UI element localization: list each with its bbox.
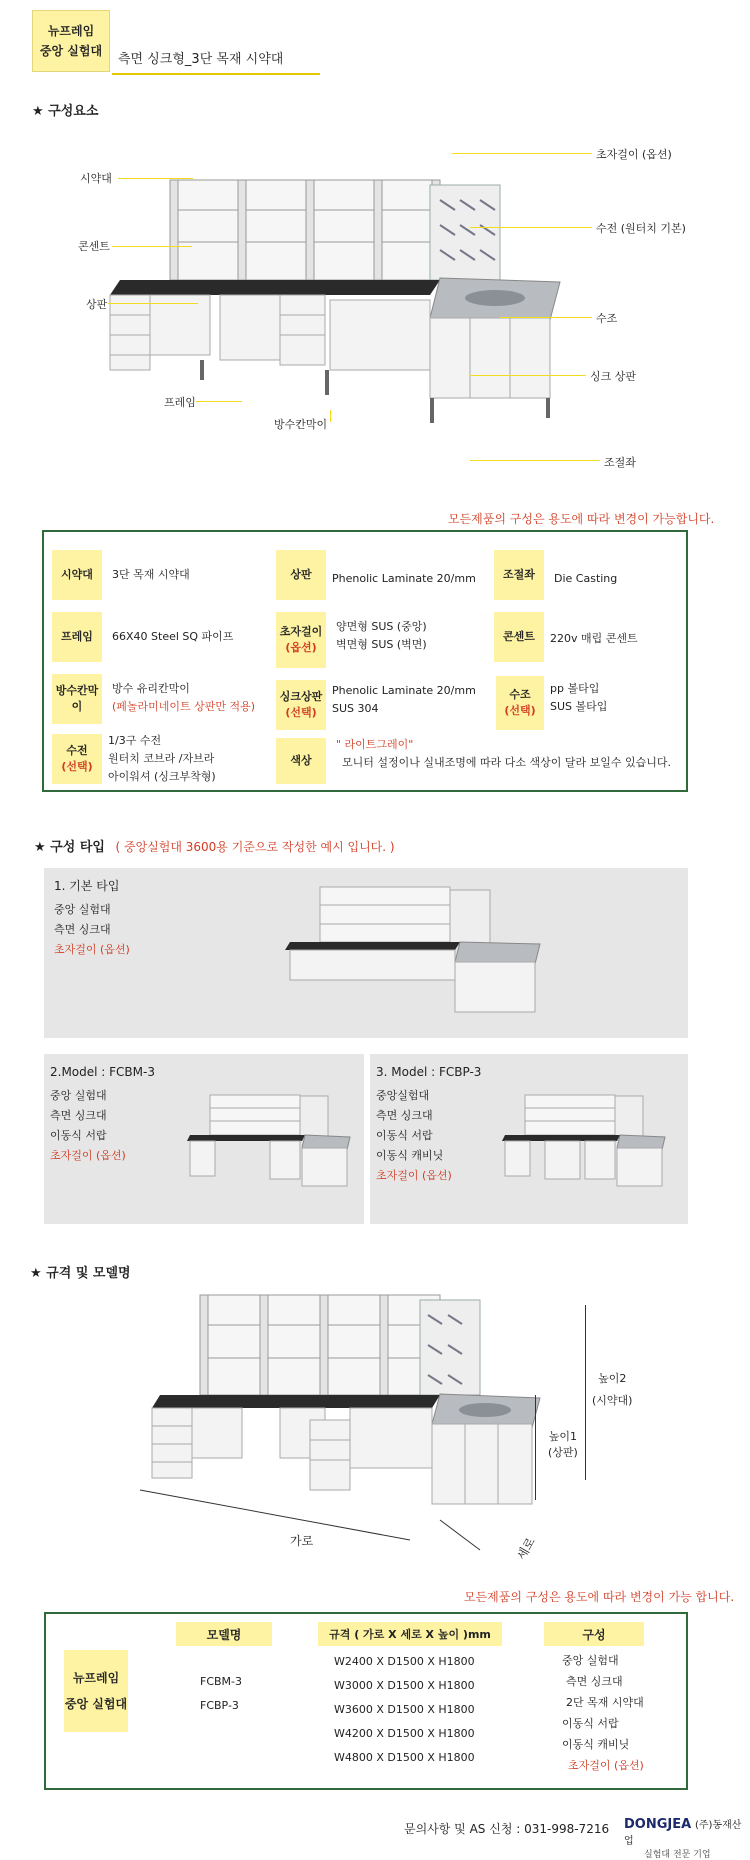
config-header: 구성 <box>544 1622 644 1646</box>
components-note: 모든제품의 구성은 용도에 따라 변경이 가능합니다. <box>448 512 715 526</box>
type-panel-fcbm-text: 2.Model : FCBM-3 중앙 실험대 측면 싱크대 이동식 서랍 초자걸이 (옵션) <box>50 1065 155 1162</box>
callout-line <box>470 460 600 461</box>
spec-value-reagent-shelf: 3단 목재 시약대 <box>112 568 190 581</box>
model-list: FCBM-3 FCBP-3 <box>200 1675 243 1712</box>
type-panel-basic-text: 1. 기본 타입 중앙 실험대 측면 싱크대 초자걸이 (옵션) <box>54 879 130 956</box>
callout-frame: 프레임 <box>164 396 196 409</box>
callout-drying-rack: 초자걸이 (옵션) <box>596 148 672 161</box>
models-title: ★ 규격 및 모델명 <box>30 1266 131 1281</box>
callout-line <box>470 227 592 228</box>
callout-line <box>196 401 242 402</box>
callout-line <box>500 317 592 318</box>
spec-label-color: 색상 <box>276 738 326 784</box>
spec-label-splash-guard: 방수칸막이 <box>52 674 102 724</box>
type-basic-drawing <box>290 882 550 1022</box>
spec-label-faucet: 수전 (선택) <box>52 734 102 784</box>
spec-label-reagent-shelf: 시약대 <box>52 550 102 600</box>
brand-line1: 뉴프레임 <box>47 24 95 38</box>
spec-list: W2400 X D1500 X H1800 W3000 X D1500 X H1800 W3600 X D1500 X H1800 W4200 X D1500 X H1800 W4800 X D1500 X H1800 <box>334 1655 475 1764</box>
config-list: 중앙 실험대 측면 싱크대 2단 목재 시약대 이동식 서랍 이동식 캐비닛 초자걸이 (옵션) <box>562 1654 644 1772</box>
type-fcbp-drawing <box>505 1090 670 1200</box>
spec-value-faucet: 1/3구 수전 원터치 코브라 /자브라 아이워셔 (싱크부착형) <box>108 734 216 783</box>
spec-label-sink: 수조 (선택) <box>496 676 544 730</box>
spec-value-drying-rack: 양면형 SUS (중앙) 벽면형 SUS (벽면) <box>336 620 427 651</box>
spec-label-adjuster: 조절좌 <box>494 550 544 600</box>
dim-width: 가로 <box>290 1534 314 1548</box>
type-fcbm-drawing <box>190 1090 355 1200</box>
spec-label-outlet: 콘센트 <box>494 612 544 662</box>
callout-faucet: 수전 (원터치 기본) <box>596 222 686 235</box>
spec-header: 규격 ( 가로 X 세로 X 높이 )mm <box>318 1622 502 1646</box>
spec-value-color: " 라이트그레이" 모니터 설정이나 실내조명에 따라 다소 색상이 달라 보일수 있습니다. <box>336 738 671 769</box>
callout-adjuster: 조절좌 <box>604 456 636 469</box>
callout-line <box>452 153 592 154</box>
company-logo <box>624 1816 750 1860</box>
callout-top: 상판 <box>86 298 108 311</box>
callout-line <box>112 246 192 247</box>
callout-line <box>118 178 193 179</box>
spec-value-outlet: 220v 매립 콘센트 <box>550 632 638 645</box>
callout-reagent-shelf: 시약대 <box>80 172 112 185</box>
dim-depth: 세로 <box>514 1535 538 1563</box>
callout-sink: 수조 <box>596 312 618 325</box>
type-panel-fcbp-text: 3. Model : FCBP-3 중앙실험대 측면 싱크대 이동식 서랍 이동식 캐비닛 초자걸이 (옵션) <box>376 1065 482 1182</box>
spec-value-sink-top: Phenolic Laminate 20/mm SUS 304 <box>332 684 476 715</box>
spec-value-frame: 66X40 Steel SQ 파이프 <box>112 630 234 643</box>
callout-line <box>108 303 198 304</box>
callout-line <box>330 410 331 422</box>
company-name: (주)동재산업 <box>624 1820 742 1847</box>
company-tagline: 실험대 전문 기업 <box>644 1850 711 1860</box>
logo-text: DONGJEA <box>624 1817 692 1832</box>
spec-label-sink-top: 싱크상판 (선택) <box>276 680 326 730</box>
brand-line2: 중앙 실험대 <box>39 44 103 58</box>
brand-badge <box>32 10 110 72</box>
title-underline <box>112 73 320 75</box>
spec-value-top: Phenolic Laminate 20/mm <box>332 572 476 585</box>
spec-value-splash-guard: 방수 유리칸막이 (페놀라미네이트 상판만 적용) <box>112 682 256 713</box>
spec-label-top: 상판 <box>276 550 326 600</box>
spec-value-sink: pp 볼타입 SUS 볼타입 <box>550 682 608 713</box>
contact-text: 문의사항 및 AS 신청 : 031-998-7216 <box>404 1822 610 1836</box>
spec-value-adjuster: Die Casting <box>554 572 618 585</box>
product-title: 측면 싱크형_3단 목재 시약대 <box>118 52 284 67</box>
lab-bench-drawing <box>110 170 590 460</box>
callout-sink-top: 싱크 상판 <box>590 370 637 383</box>
spec-label-drying-rack: 초자걸이 (옵션) <box>276 612 326 668</box>
models-note: 모든제품의 구성은 용도에 따라 변경이 가능 합니다. <box>464 1590 735 1604</box>
callout-line <box>470 375 586 376</box>
dim-height2: 높이2 (시약대) <box>592 1372 633 1407</box>
types-title: ★ 구성 타입 ( 중앙실험대 3600용 기준으로 작성한 예시 입니다. ) <box>34 840 395 855</box>
spec-label-frame: 프레임 <box>52 612 102 662</box>
model-dimension-drawing <box>150 1290 600 1550</box>
height2-line <box>585 1305 586 1480</box>
model-header: 모델명 <box>176 1622 272 1646</box>
callout-splash-guard: 방수칸막이 <box>274 418 328 431</box>
callout-outlet: 콘센트 <box>78 240 110 253</box>
height1-line <box>535 1395 536 1500</box>
components-title: ★ 구성요소 <box>32 104 99 119</box>
model-table-brand: 뉴프레임 중앙 실험대 <box>64 1650 128 1732</box>
dim-height1: 높이1 (상판) <box>548 1430 578 1459</box>
